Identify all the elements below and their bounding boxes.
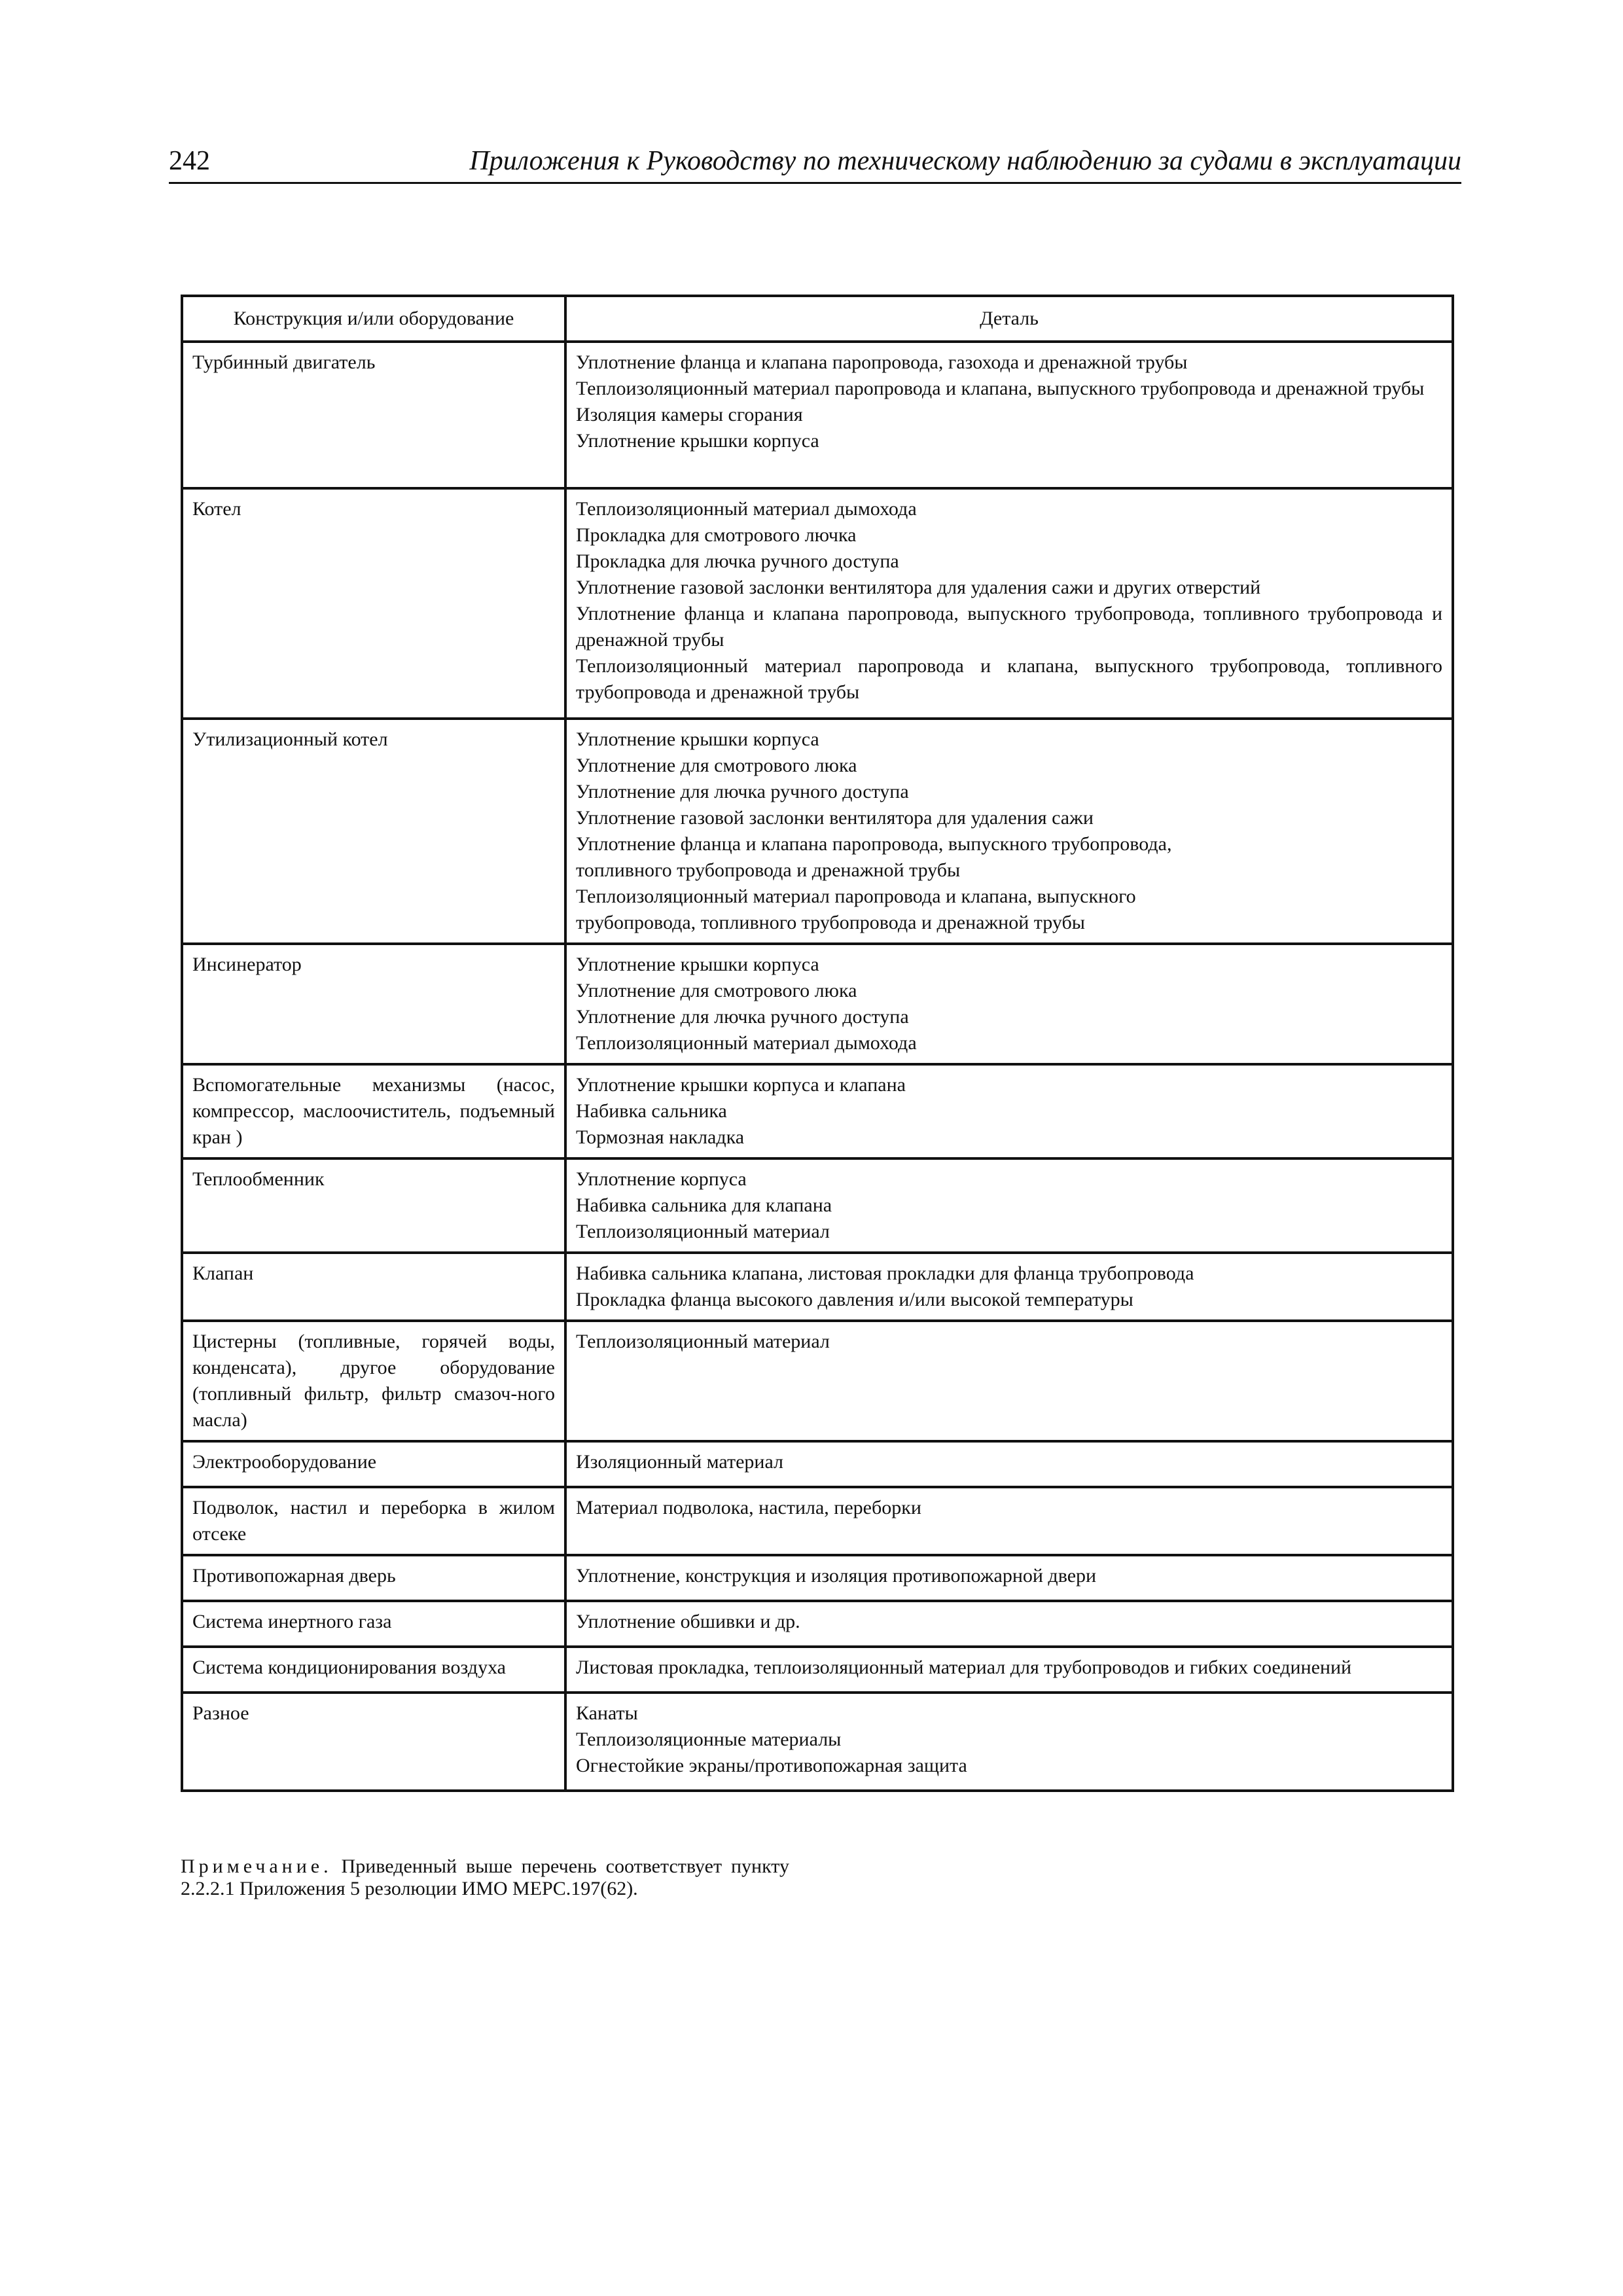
page-number: 242 xyxy=(169,146,210,176)
equipment-name: Противопожарная дверь xyxy=(192,1565,396,1587)
table-row xyxy=(182,1064,1453,1158)
detail-cell xyxy=(565,1321,1453,1441)
equipment-name: Цистерны (топливные, горячей воды, конденсата), другое оборудование (топливный фильтр, фильтр смазоч-ного масла) xyxy=(192,1331,555,1431)
equipment-cell xyxy=(182,1321,565,1441)
detail-item: Уплотнение, конструкция и изоляция противопожарной двери xyxy=(576,1565,1097,1587)
detail-item: Уплотнение для лючка ручного доступа xyxy=(576,781,909,802)
equipment-cell xyxy=(182,1064,565,1158)
equipment-name: Система кондиционирования воздуха xyxy=(192,1657,506,1678)
table-row xyxy=(182,1647,1453,1693)
detail-item: Набивка сальника xyxy=(576,1100,727,1122)
detail-item: трубопровода, топливного трубопровода и дренажной трубы xyxy=(576,912,1085,933)
detail-item: Уплотнение крышки корпуса xyxy=(576,728,819,750)
equipment-cell xyxy=(182,342,565,488)
detail-item: Теплоизоляционный материал xyxy=(576,1331,830,1352)
footnote xyxy=(181,1856,789,1900)
detail-cell xyxy=(565,1064,1453,1158)
detail-item: Канаты xyxy=(576,1702,638,1724)
page-header xyxy=(169,139,1461,184)
table-row xyxy=(182,1441,1453,1487)
table-row xyxy=(182,1601,1453,1647)
detail-item: Теплоизоляционный материал паропровода и клапана, выпускного трубопровода и дренажной трубы xyxy=(576,378,1425,399)
detail-item: Огнестойкие экраны/противопожарная защита xyxy=(576,1755,967,1776)
equipment-name: Электрооборудование xyxy=(192,1451,377,1473)
detail-item: Листовая прокладка, теплоизоляционный материал для трубопроводов и гибких соединений xyxy=(576,1657,1352,1678)
detail-item: Уплотнение крышки корпуса и клапана xyxy=(576,1074,906,1096)
detail-item: Уплотнение фланца и клапана паропровода, выпускного трубопровода, xyxy=(576,833,1172,855)
table-row xyxy=(182,1321,1453,1441)
equipment-cell xyxy=(182,1158,565,1253)
table-row xyxy=(182,1555,1453,1601)
detail-cell xyxy=(565,1487,1453,1555)
detail-item: Уплотнение для лючка ручного доступа xyxy=(576,1006,909,1028)
detail-item: Прокладка для смотрового лючка xyxy=(576,524,857,546)
table-row xyxy=(182,1693,1453,1791)
detail-item: Теплоизоляционные материалы xyxy=(576,1729,842,1750)
equipment-name: Разное xyxy=(192,1702,249,1724)
table-row xyxy=(182,488,1453,719)
detail-cell xyxy=(565,1647,1453,1693)
detail-item: Набивка сальника для клапана xyxy=(576,1194,832,1216)
detail-item: Теплоизоляционный материал паропровода и клапана, выпускного трубопровода, топливного трубопровода и дренажной трубы xyxy=(576,655,1442,703)
detail-item: Тормозная накладка xyxy=(576,1126,745,1148)
detail-item: Материал подволока, настила, переборки xyxy=(576,1497,921,1518)
detail-cell xyxy=(565,342,1453,488)
detail-item: Прокладка для лючка ручного доступа xyxy=(576,550,899,572)
detail-item: Изоляция камеры сгорания xyxy=(576,404,803,425)
table-row xyxy=(182,719,1453,944)
detail-item: Уплотнение фланца и клапана паропровода, газохода и дренажной трубы xyxy=(576,351,1188,373)
detail-item: Теплоизоляционный материал xyxy=(576,1221,830,1242)
equipment-cell xyxy=(182,1647,565,1693)
detail-cell xyxy=(565,1555,1453,1601)
detail-item: топливного трубопровода и дренажной трубы xyxy=(576,859,961,881)
equipment-cell xyxy=(182,1487,565,1555)
detail-item: Уплотнение для смотрового люка xyxy=(576,755,857,776)
detail-cell xyxy=(565,1693,1453,1791)
detail-item: Уплотнение газовой заслонки вентилятора для удаления сажи xyxy=(576,807,1094,829)
equipment-name: Подволок, настил и переборка в жилом отсеке xyxy=(192,1497,555,1545)
equipment-cell xyxy=(182,1253,565,1321)
detail-cell xyxy=(565,1253,1453,1321)
detail-item: Теплоизоляционный материал паропровода и клапана, выпускного xyxy=(576,886,1136,907)
column-header-detail: Деталь xyxy=(565,296,1453,342)
table-row xyxy=(182,944,1453,1064)
detail-item: Уплотнение корпуса xyxy=(576,1168,747,1190)
detail-item: Уплотнение крышки корпуса xyxy=(576,954,819,975)
running-title: Приложения к Руководству по техническому наблюдению за судами в эксплуатации xyxy=(469,146,1461,176)
equipment-name: Котел xyxy=(192,498,241,520)
detail-item: Уплотнение фланца и клапана паропровода, выпускного трубопровода, топливного трубопровода и дренажной трубы xyxy=(576,603,1442,651)
column-header-equipment: Конструкция и/или оборудование xyxy=(182,296,565,342)
detail-cell xyxy=(565,488,1453,719)
detail-cell xyxy=(565,719,1453,944)
equipment-name: Клапан xyxy=(192,1263,254,1284)
table-row xyxy=(182,1487,1453,1555)
detail-cell xyxy=(565,1441,1453,1487)
detail-cell xyxy=(565,944,1453,1064)
detail-cell xyxy=(565,1158,1453,1253)
equipment-name: Вспомогательные механизмы (насос, компрессор, маслоочиститель, подъемный кран ) xyxy=(192,1074,555,1148)
detail-cell xyxy=(565,1601,1453,1647)
table-row xyxy=(182,342,1453,488)
detail-item: Уплотнение крышки корпуса xyxy=(576,430,819,452)
equipment-cell xyxy=(182,1601,565,1647)
detail-item: Изоляционный материал xyxy=(576,1451,783,1473)
equipment-cell xyxy=(182,488,565,719)
equipment-name: Система инертного газа xyxy=(192,1611,392,1632)
table-row xyxy=(182,1253,1453,1321)
equipment-name: Турбинный двигатель xyxy=(192,351,376,373)
equipment-cell xyxy=(182,944,565,1064)
equipment-cell xyxy=(182,1555,565,1601)
note-text: Приведенный выше перечень соответствует пункту 2.2.2.1 Приложения 5 резолюции ИМО MEPC.197(62). xyxy=(181,1856,790,1899)
equipment-name: Инсинератор xyxy=(192,954,302,975)
equipment-name: Утилизационный котел xyxy=(192,728,388,750)
detail-item: Теплоизоляционный материал дымохода xyxy=(576,1032,917,1054)
detail-item: Прокладка фланца высокого давления и/или высокой температуры xyxy=(576,1289,1133,1310)
detail-item: Уплотнение обшивки и др. xyxy=(576,1611,800,1632)
detail-item: Теплоизоляционный материал дымохода xyxy=(576,498,917,520)
table-header-row xyxy=(182,296,1453,342)
equipment-cell xyxy=(182,719,565,944)
table-row xyxy=(182,1158,1453,1253)
note-label: Примечание. xyxy=(181,1856,332,1877)
detail-item: Набивка сальника клапана, листовая прокладки для фланца трубопровода xyxy=(576,1263,1194,1284)
equipment-cell xyxy=(182,1693,565,1791)
equipment-cell xyxy=(182,1441,565,1487)
equipment-name: Теплообменник xyxy=(192,1168,325,1190)
equipment-table xyxy=(181,295,1454,1792)
detail-item: Уплотнение газовой заслонки вентилятора для удаления сажи и других отверстий xyxy=(576,577,1261,598)
detail-item: Уплотнение для смотрового люка xyxy=(576,980,857,1001)
